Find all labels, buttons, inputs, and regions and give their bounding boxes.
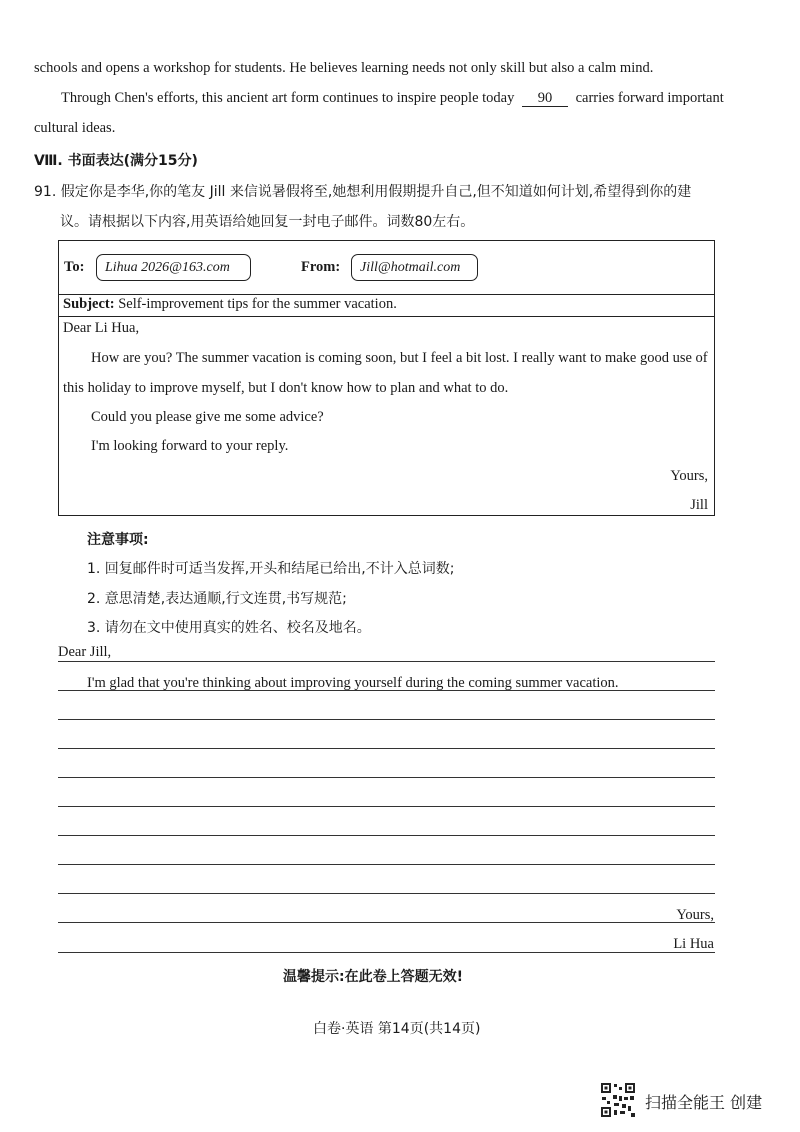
page-footer: 白卷·英语 第14页(共14页) <box>313 1021 481 1037</box>
subject-line <box>63 296 397 313</box>
note-item-2: 2. 意思清楚,表达通顺,行文连贯,书写规范; <box>87 591 347 607</box>
notes-title: 注意事项: <box>87 532 149 548</box>
email-header <box>59 241 714 295</box>
email-box <box>58 240 715 516</box>
question-number: 91. <box>34 184 57 200</box>
answer-rule <box>58 690 715 691</box>
blank-90-answer: 90 <box>522 91 568 107</box>
answer-rule <box>58 719 715 720</box>
answer-signature: Li Hua <box>673 936 714 952</box>
subject-value: Self-improvement tips for the summer vacation. <box>118 296 397 312</box>
passage-line-2 <box>61 90 724 107</box>
answer-rule <box>58 922 715 923</box>
answer-rule <box>58 806 715 807</box>
note-item-1: 1. 回复邮件时可适当发挥,开头和结尾已给出,不计入总词数; <box>87 561 455 577</box>
watermark-text: 扫描全能王 创建 <box>645 1093 763 1112</box>
subject-label: Subject: <box>63 296 115 312</box>
answer-rule <box>58 952 715 953</box>
passage-line-3: cultural ideas. <box>34 120 116 136</box>
warning-text: 温馨提示:在此卷上答题无效! <box>283 969 463 985</box>
email-body-line-4: I'm looking forward to your reply. <box>91 438 289 454</box>
email-body-line-2: this holiday to improve myself, but I don't know how to plan and what to do. <box>63 380 509 396</box>
subject-row <box>59 294 714 317</box>
email-greeting: Dear Li Hua, <box>63 320 140 336</box>
answer-first-line: I'm glad that you're thinking about improving yourself during the coming summer vacation. <box>87 675 619 691</box>
answer-rule <box>58 864 715 865</box>
question-prompt-text-1: 假定你是李华,你的笔友 Jill 来信说暑假将至,她想利用假期提升自己,但不知道如何计划,希望得到你的建 <box>60 184 692 200</box>
question-prompt-line-2: 议。请根据以下内容,用英语给她回复一封电子邮件。词数80左右。 <box>60 214 475 230</box>
answer-rule <box>58 835 715 836</box>
answer-rule <box>58 777 715 778</box>
answer-rule <box>58 893 715 894</box>
answer-rule <box>58 748 715 749</box>
note-item-3: 3. 请勿在文中使用真实的姓名、校名及地名。 <box>87 620 371 636</box>
section-heading: Ⅷ. 书面表达(满分15分) <box>34 153 198 169</box>
passage-line-2-after: carries forward important <box>575 90 724 106</box>
answer-rule <box>58 661 715 662</box>
from-address: Jill@hotmail.com <box>351 254 478 281</box>
email-body-line-1: How are you? The summer vacation is coming soon, but I feel a bit lost. I really want to make good use of <box>91 350 708 366</box>
answer-greeting: Dear Jill, <box>58 644 112 660</box>
passage-line-1: schools and opens a workshop for students. He believes learning needs not only skill but also a calm mind. <box>34 60 654 76</box>
email-body-line-3: Could you please give me some advice? <box>91 409 324 425</box>
answer-closing: Yours, <box>676 907 714 923</box>
to-label: To: <box>64 259 85 275</box>
to-address: Lihua 2026@163.com <box>96 254 251 281</box>
from-label: From: <box>301 259 341 275</box>
email-signature: Jill <box>690 497 708 513</box>
qr-code-icon <box>600 1082 636 1118</box>
email-closing: Yours, <box>670 468 708 484</box>
question-prompt-line-1 <box>34 181 691 201</box>
passage-line-2-before: Through Chen's efforts, this ancient art form continues to inspire people today <box>61 90 515 106</box>
